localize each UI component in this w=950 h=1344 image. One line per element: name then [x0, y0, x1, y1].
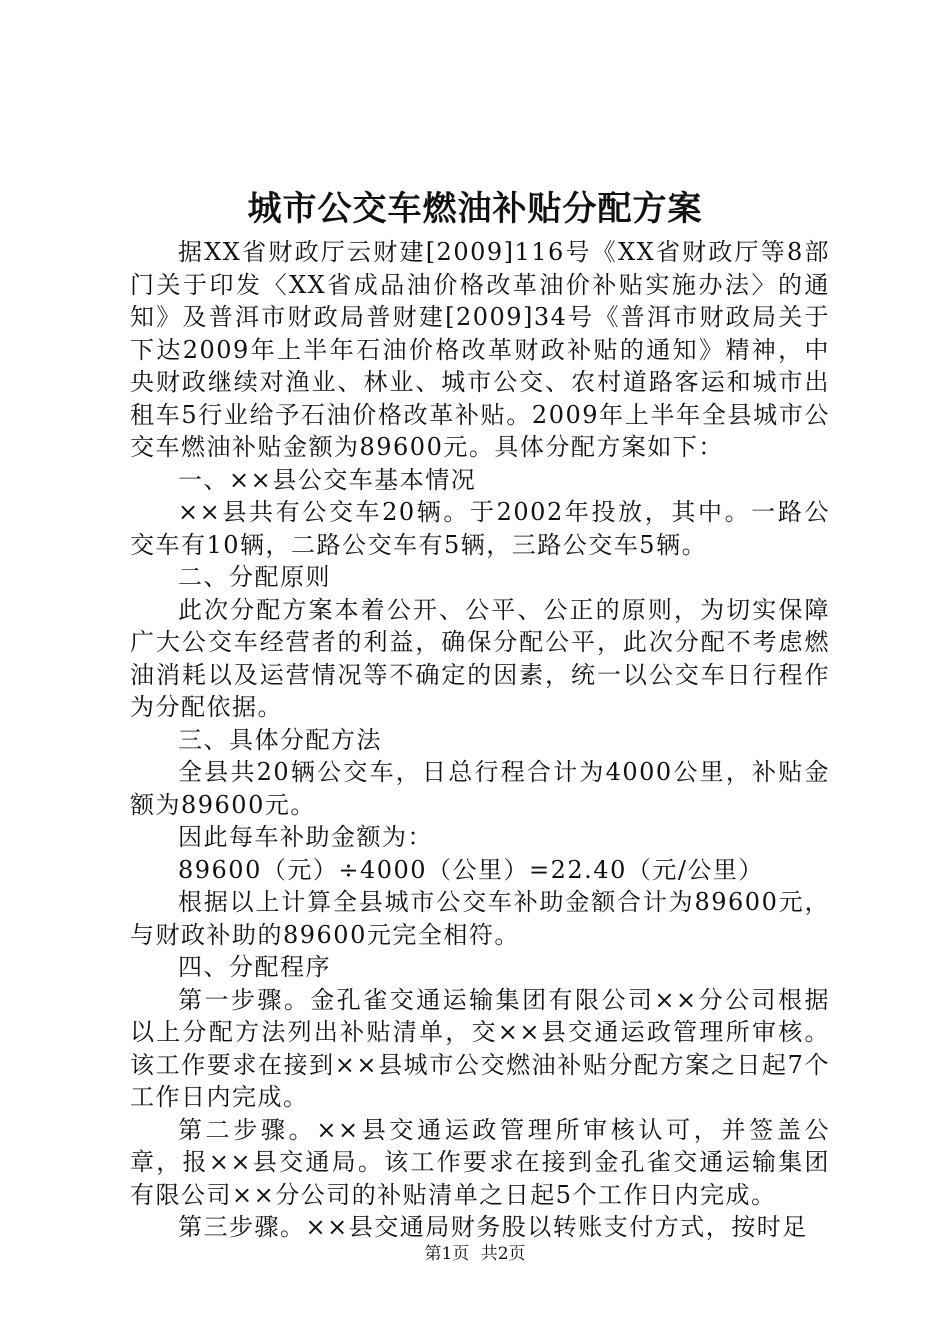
section-heading-3: 三、具体分配方法: [178, 725, 382, 754]
paragraph-step-1: 第一步骤。金孔雀交通运输集团有限公司××分公司根据以上分配方法列出补贴清单，交××县交通运政管理所审核。该工作要求在接到××县城市公交燃油补贴分配方案之日起7个工作日内完成。: [130, 985, 830, 1111]
paragraph-formula: 89600（元）÷4000（公里）=22.40（元/公里）: [178, 855, 764, 884]
section-heading-2: 二、分配原则: [178, 563, 331, 591]
paragraph-principle: 此次分配方案本着公开、公平、公正的原则，为切实保障广大公交车经营者的利益，确保分配公平，此次分配不考虑燃油消耗以及运营情况等不确定的因素，统一以公交车日行程作为分配依据。: [130, 595, 830, 721]
page-footer: [0, 1243, 950, 1265]
paragraph-intro: 据XX省财政厅云财建[2009]116号《XX省财政厅等8部门关于印发〈XX省成品油价格改革油价补贴实施办法〉的通知》及普洱市财政局普财建[2009]34号《普洱市财政局关于下达2009年上半年石油价格改革财政补贴的通知》精神，中央财政继续对渔业、林业、城市公交、农村道路客运和城市出租车5行业给予石油价格改革补贴。2009年上半年全县城市公交车燃油补贴金额为89600元。具体分配方案如下：: [130, 238, 830, 461]
page-total: 共2页: [480, 1244, 526, 1264]
page-number: 第1页: [424, 1244, 470, 1264]
paragraph-step-2: 第二步骤。××县交通运政管理所审核认可，并签盖公章，报××县交通局。该工作要求在接到金孔雀交通运输集团有限公司××分公司的补贴清单之日起5个工作日内完成。: [130, 1115, 830, 1209]
document-body: [130, 236, 830, 1244]
paragraph-per-bus: 因此每车补助金额为：: [178, 823, 433, 851]
paragraph-total-check: 根据以上计算全县城市公交车补助金额合计为89600元，与财政补助的89600元完全相符。: [130, 888, 830, 949]
section-heading-1: 一、××县公交车基本情况: [178, 465, 477, 494]
paragraph-basic-info: ××县共有公交车20辆。于2002年投放，其中。一路公交车有10辆，二路公交车有5辆，三路公交车5辆。: [130, 498, 830, 559]
paragraph-method: 全县共20辆公交车，日总行程合计为4000公里，补贴金额为89600元。: [130, 758, 830, 819]
document-title: 城市公交车燃油补贴分配方案: [247, 189, 703, 229]
section-heading-4: 四、分配程序: [178, 953, 331, 981]
paragraph-step-3: 第三步骤。××县交通局财务股以转账支付方式，按时足: [178, 1213, 808, 1241]
